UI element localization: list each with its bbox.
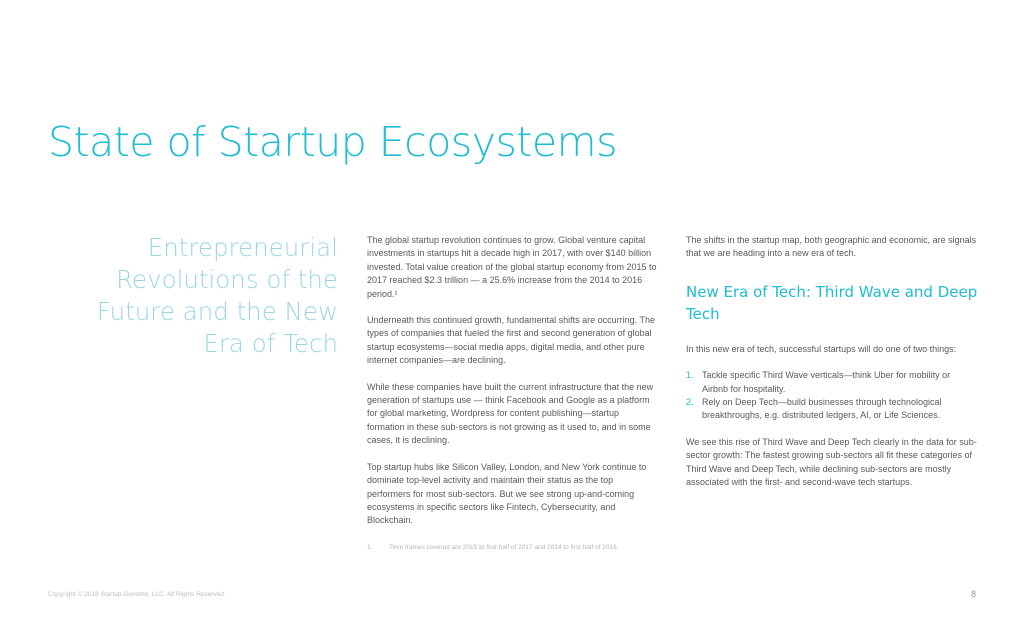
footnote-number: 1. bbox=[367, 543, 373, 551]
subtitle-line: Era of Tech bbox=[203, 329, 338, 358]
closing-paragraph: We see this rise of Third Wave and Deep Tech clearly in the data for sub-sector growth: The fastest growing sub-sectors all fit these categories of Third Wave and Deep Tech, while declining sub-sectors are mostly associated with the first- and second-wave tech startups. bbox=[686, 436, 977, 488]
subtitle-line: Future and the New bbox=[96, 297, 338, 326]
section-heading: New Era of Tech: Third Wave and Deep Tech bbox=[686, 282, 978, 323]
body-paragraph: While these companies have built the current infrastructure that the new generation of startups use — think Facebook and Google as a platform for global marketing, Wordpress for content publishing—startup formation in these sub-sectors is not growing as it used to, and in some cases, it is declining. bbox=[367, 381, 654, 446]
list-item bbox=[686, 369, 978, 396]
numbered-list bbox=[686, 369, 978, 423]
list-item-number: 1. bbox=[686, 370, 694, 381]
list-item-text: Rely on Deep Tech—build businesses through technological breakthroughs, e.g. distributed ledgers, AI, or Life Sciences. bbox=[702, 397, 942, 421]
list-item-text: Tackle specific Third Wave verticals—think Uber for mobility or Airbnb for hospitality. bbox=[702, 370, 951, 394]
subtitle-line: Revolutions of the bbox=[116, 265, 338, 294]
body-paragraph: Top startup hubs like Silicon Valley, London, and New York continue to dominate top-level activity and maintain their status as the top performers for most sub-sectors. But we see strong up-and-coming ecosystems in specific sectors like Fintech, Cybersecurity, and Blockchain. bbox=[367, 461, 647, 526]
lead-paragraph: In this new era of tech, successful startups will do one of two things: bbox=[686, 343, 957, 354]
body-paragraph: The global startup revolution continues to grow. Global venture capital investments in startups hit a decade high in 2017, with over $140 billion invested. Total value creation of the global startup economy from 2015 to 2017 reached $2.3 trillion — a 25.6% increase from the 2014 to 2016 period.¹ bbox=[367, 235, 657, 299]
intro-paragraph: The shifts in the startup map, both geographic and economic, are signals that we are heading into a new era of tech. bbox=[686, 235, 977, 259]
page-title: State of Startup Ecosystems bbox=[48, 118, 617, 166]
list-item bbox=[686, 396, 978, 423]
page-number: 8 bbox=[970, 589, 976, 599]
section-subtitle bbox=[38, 232, 338, 360]
footnote-text: Time frames covered are 2015 to first half of 2017 and 2014 to first half of 2016. bbox=[389, 543, 619, 551]
body-column-right bbox=[686, 234, 978, 502]
copyright-footer: Copyright © 2018 Startup Genome, LLC. All Rights Reserved. bbox=[48, 591, 226, 598]
subtitle-line: Entrepreneurial bbox=[147, 233, 338, 262]
body-paragraph: Underneath this continued growth, fundamental shifts are occurring. The types of companies that fueled the first and second generation of global startup ecosystems—social media apps, digital media, and other pure internet companies—are declining. bbox=[367, 315, 655, 366]
footnote bbox=[367, 541, 657, 554]
body-column-left bbox=[367, 234, 657, 554]
list-item-number: 2. bbox=[686, 397, 694, 408]
